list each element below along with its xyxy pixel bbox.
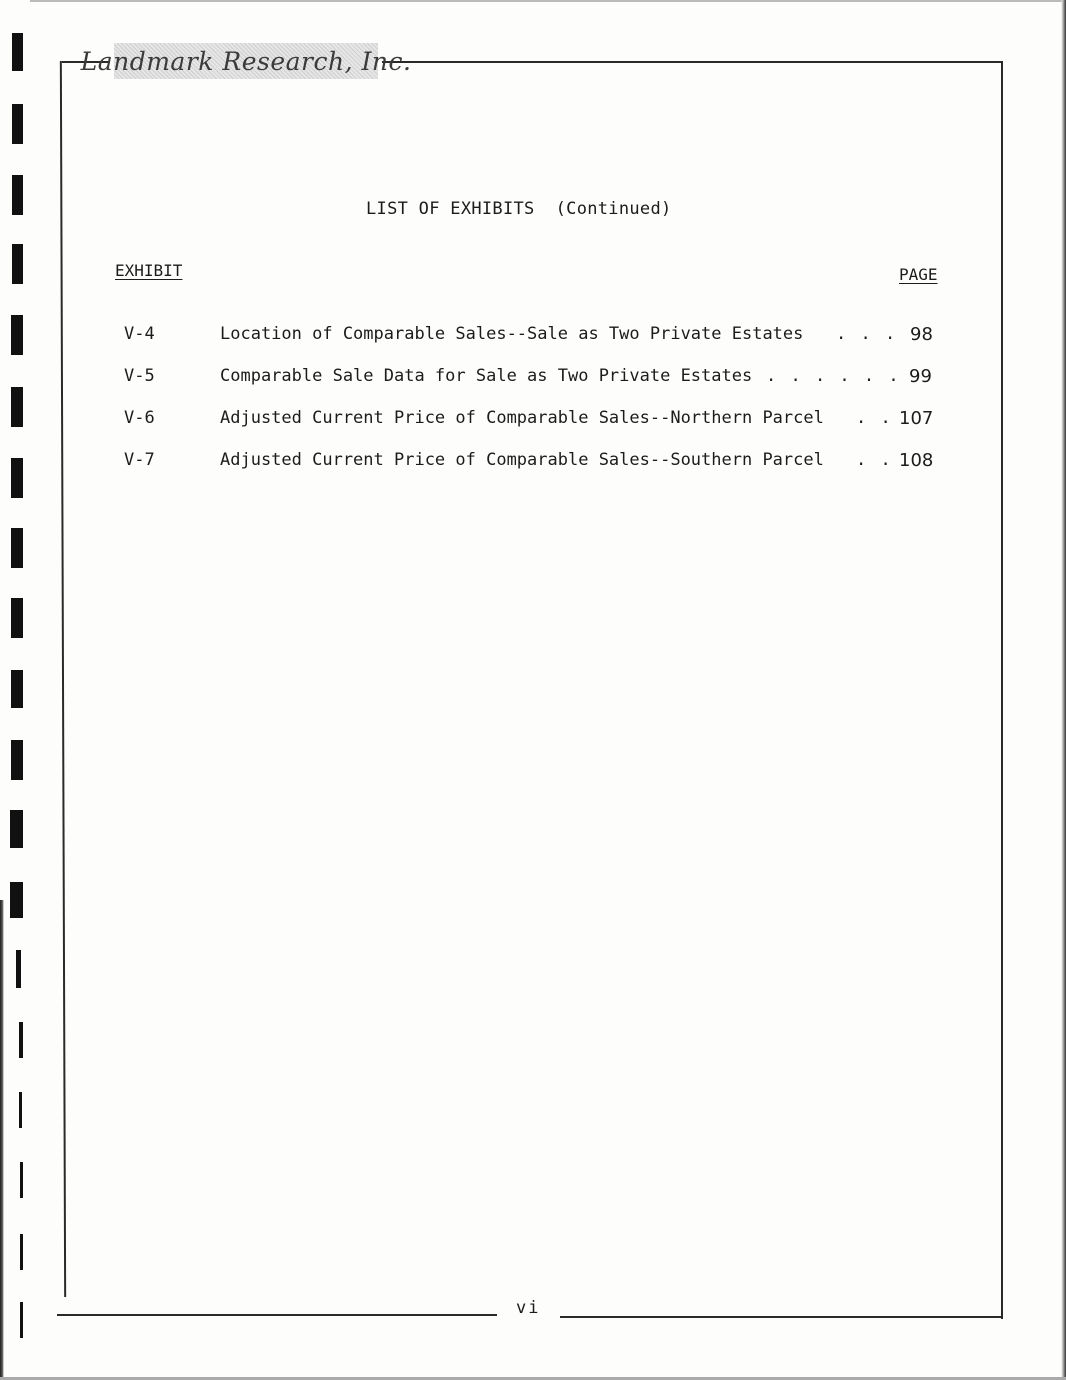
exhibit-page-number: 107 bbox=[899, 408, 934, 429]
company-logo-text: Landmark Research, Inc. bbox=[80, 46, 412, 76]
binding-mark bbox=[11, 740, 23, 780]
binding-mark bbox=[12, 175, 23, 215]
frame-bottom-left-rule bbox=[57, 1314, 497, 1316]
binding-mark bbox=[11, 528, 23, 568]
exhibit-title: Location of Comparable Sales--Sale as Two Private Estates bbox=[220, 324, 804, 344]
exhibit-page-number: 108 bbox=[899, 450, 934, 471]
scan-edge-left bbox=[0, 900, 4, 1380]
binding-mark bbox=[11, 598, 23, 638]
binding-mark bbox=[20, 1162, 23, 1198]
exhibit-title: Adjusted Current Price of Comparable Sales--Northern Parcel bbox=[220, 408, 824, 428]
exhibit-row bbox=[0, 450, 1066, 476]
exhibit-page-number: 99 bbox=[909, 366, 932, 387]
exhibit-code: V-6 bbox=[124, 408, 155, 428]
binding-mark bbox=[19, 1092, 22, 1128]
frame-right-rule bbox=[1001, 61, 1003, 1319]
exhibit-page-number: 98 bbox=[910, 324, 933, 345]
exhibit-dot-leader: . . . bbox=[836, 324, 898, 344]
exhibit-code: V-7 bbox=[124, 450, 155, 470]
exhibit-title: Adjusted Current Price of Comparable Sales--Southern Parcel bbox=[220, 450, 824, 470]
binding-mark bbox=[16, 950, 21, 988]
scan-edge-top bbox=[30, 0, 1066, 2]
exhibit-dot-leader: . . bbox=[856, 408, 893, 428]
binding-mark bbox=[19, 1022, 23, 1058]
binding-mark bbox=[20, 1234, 23, 1270]
frame-bottom-right-rule bbox=[560, 1316, 1001, 1318]
column-header-page: PAGE bbox=[899, 265, 938, 284]
exhibit-code: V-5 bbox=[124, 366, 155, 386]
frame-top-right-rule bbox=[382, 61, 1003, 63]
scan-edge-right bbox=[1061, 0, 1066, 1380]
exhibit-title: Comparable Sale Data for Sale as Two Private Estates bbox=[220, 366, 753, 386]
exhibit-dot-leader: . . . . . . bbox=[766, 366, 901, 386]
exhibit-row bbox=[0, 366, 1066, 392]
exhibit-code: V-4 bbox=[124, 324, 155, 344]
binding-mark bbox=[12, 104, 23, 144]
exhibit-row bbox=[0, 324, 1066, 350]
page-title: LIST OF EXHIBITS (Continued) bbox=[366, 199, 672, 219]
exhibit-dot-leader: . . bbox=[856, 450, 893, 470]
company-logo bbox=[80, 43, 412, 79]
binding-mark bbox=[11, 670, 23, 708]
exhibit-row bbox=[0, 408, 1066, 434]
frame-left-rule bbox=[60, 61, 66, 1297]
binding-mark bbox=[12, 244, 23, 284]
binding-mark bbox=[20, 1302, 23, 1338]
binding-mark bbox=[10, 810, 23, 848]
column-header-exhibit: EXHIBIT bbox=[115, 261, 183, 280]
binding-mark bbox=[10, 882, 23, 918]
page-number: vi bbox=[516, 1298, 541, 1318]
binding-mark bbox=[12, 33, 23, 71]
